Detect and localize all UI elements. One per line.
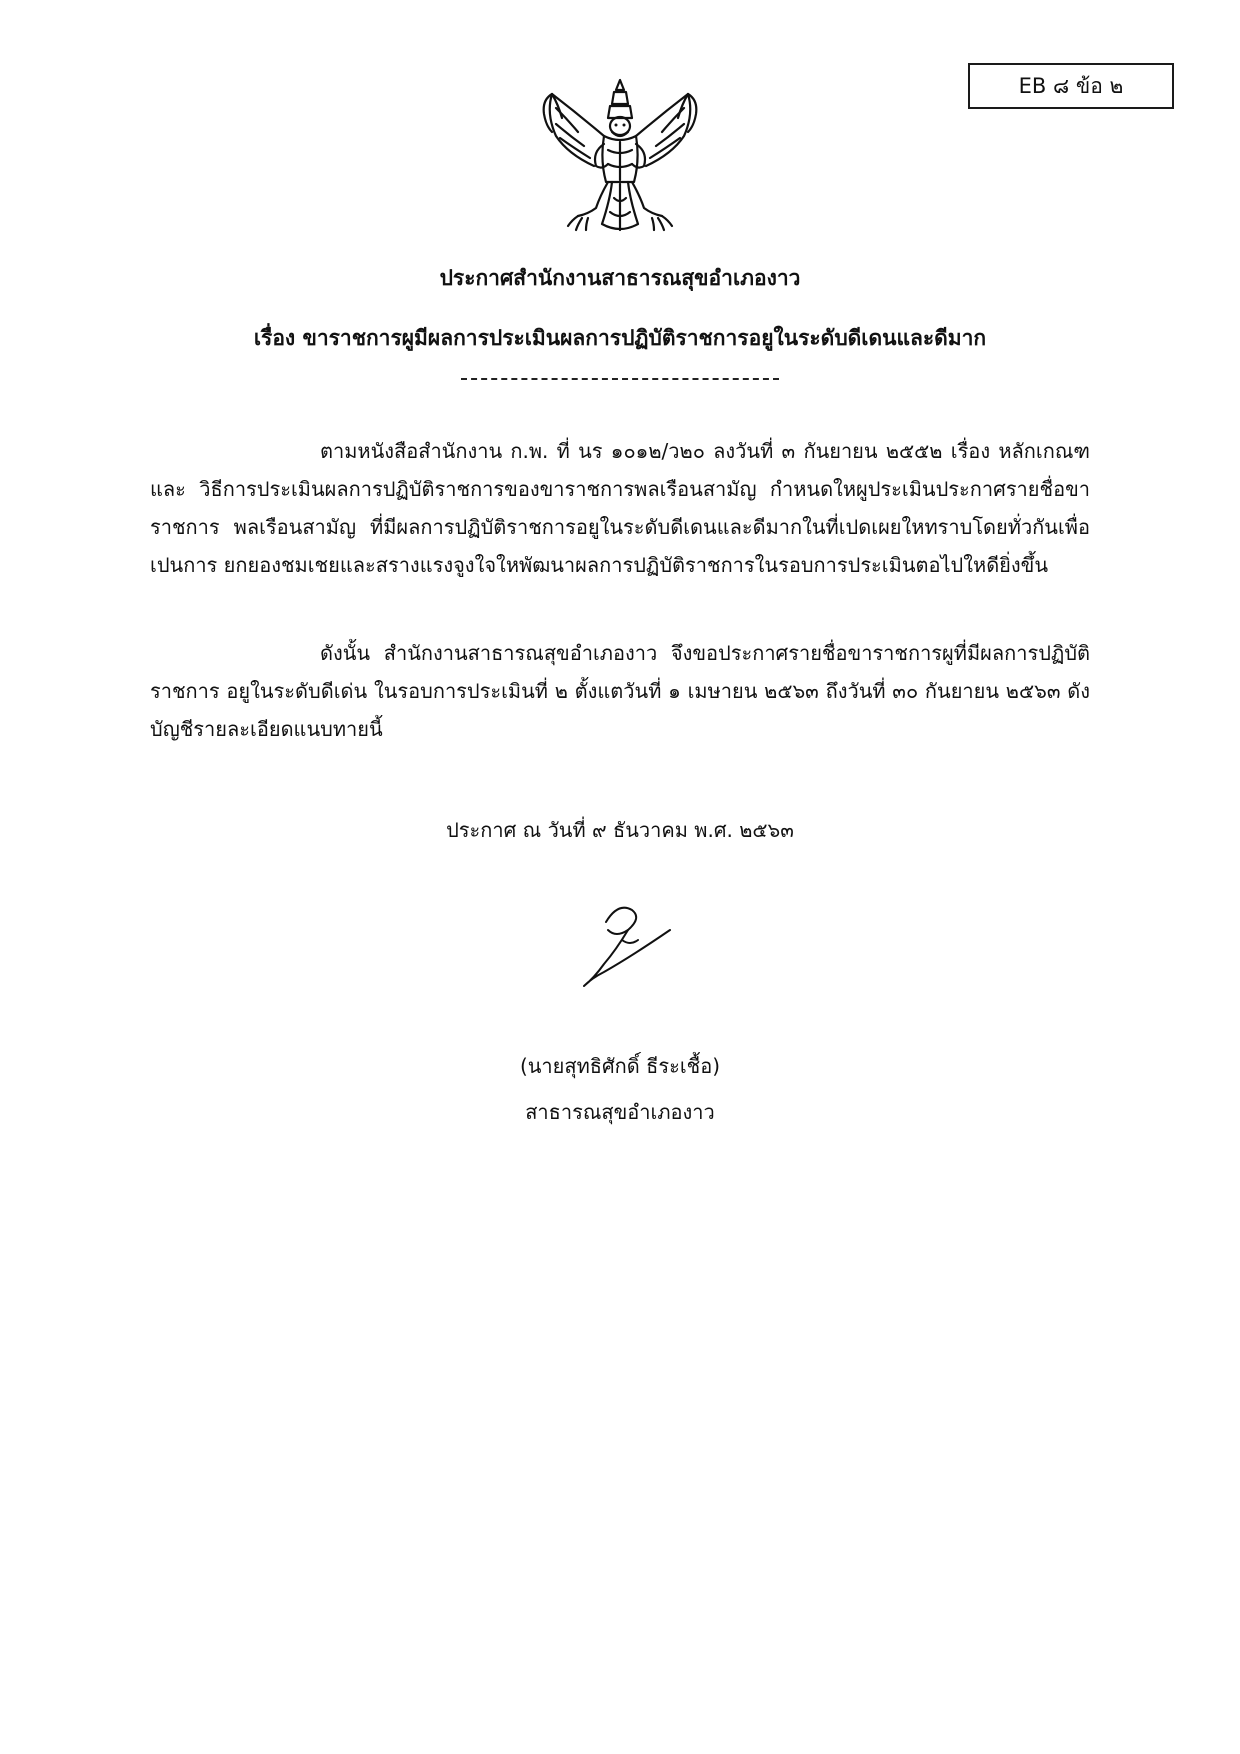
body-paragraph-2: ดังนั้น สำนักงานสาธารณสุขอำเภองาว จึงขอประกาศรายชื่อขาราชการผูที่มีผลการปฏิบัติ ราชการ อยูในระดับดีเด่น ในรอบการประเมินที่ ๒ ตั้งแตวันที่ ๑ เมษายน ๒๕๖๓ ถึงวันที่ ๓๐ กันยายน ๒๕๖๓ ดังบัญชีรายละเอียดแนบทายนี้: [150, 641, 1090, 741]
announcement-date: ประกาศ ณ วันที่ ๙ ธันวาคม พ.ศ. ๒๕๖๓: [446, 818, 794, 842]
document-reference-code: EB ๘ ข้อ ๒: [1018, 73, 1124, 98]
handwritten-signature-icon: [572, 900, 678, 992]
announcement-subject: เรื่อง ขาราชการผูมีผลการประเมินผลการปฏิบัติราชการอยูในระดับดีเดนและดีมาก: [253, 326, 987, 350]
title-divider: [461, 378, 779, 380]
signer-name: (นายสุทธิศักดิ์ ธีระเชื้อ): [519, 1054, 721, 1078]
body-paragraph-1: ตามหนังสือสำนักงาน ก.พ. ที่ นร ๑๐๑๒/ว๒๐ ลงวันที่ ๓ กันยายน ๒๕๕๒ เรื่อง หลักเกณฑและ วิธีการประเมินผลการปฏิบัติราชการของขาราชการพลเรือนสามัญ กำหนดใหผูประเมินประกาศรายชื่อขาราชการ พลเรือนสามัญ ที่มีผลการปฏิบัติราชการอยูในระดับดีเดนและดีมากในที่เปดเผยใหทราบโดยทั่วกันเพื่อเปนการ ยกยองชมเชยและสรางแรงจูงใจใหพัฒนาผลการปฏิบัติราชการในรอบการประเมินตอไปใหดียิ่งขึ้น: [150, 439, 1090, 577]
document-reference-box: [968, 63, 1174, 109]
announcement-title: ประกาศสำนักงานสาธารณสุขอำเภองาว: [439, 266, 801, 290]
signer-position: สาธารณสุขอำเภองาว: [525, 1100, 715, 1124]
garuda-emblem-icon: [538, 74, 702, 240]
